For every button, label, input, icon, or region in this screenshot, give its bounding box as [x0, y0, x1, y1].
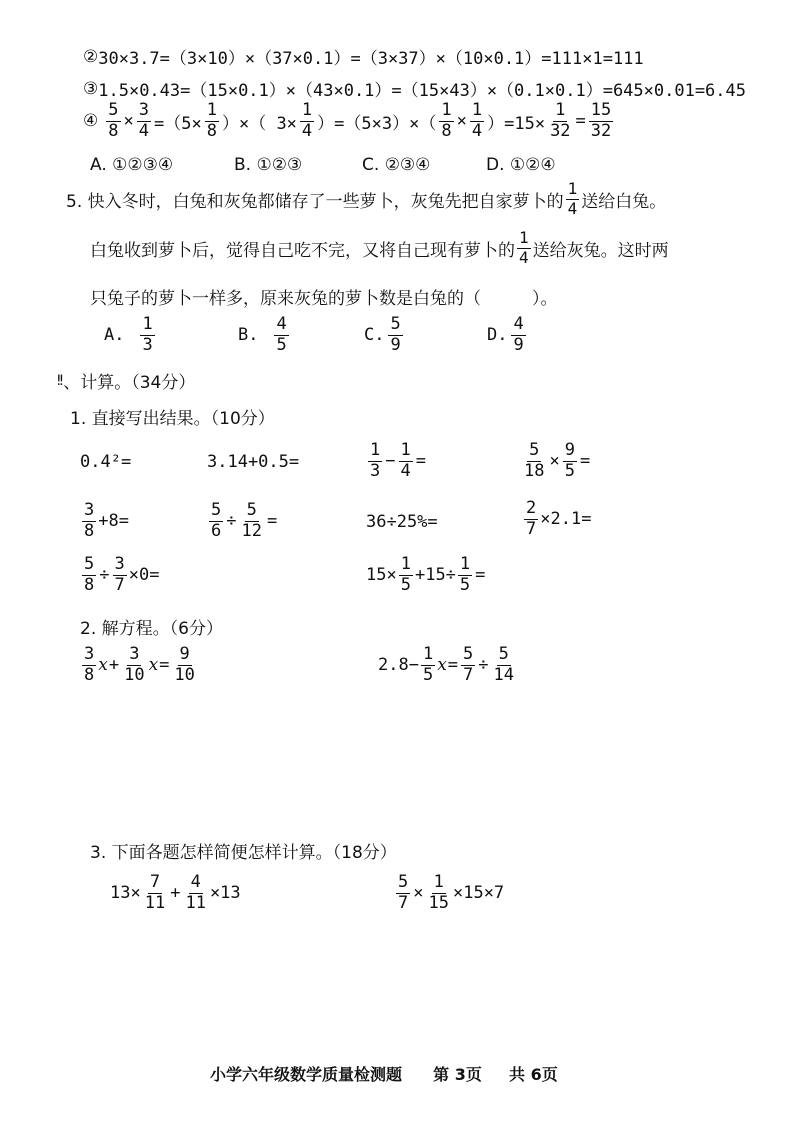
q4-option-4: ④ $\frac{5}{8}$ × $\frac{3}{4}$ =（5× $\frac{1}{8}$ ）×（ 3× $\frac{1}{4}$ ）=（5×3）×（ $\frac{1}{8}$ × $\frac{1}{4}$ ）=15× $\frac{1}{32}$ = $\frac{15}{32}$ [83, 100, 612, 141]
part3-title: 3. 下面各题怎样简便怎样计算。（18分） [90, 843, 397, 863]
fraction: $\frac{1}{4}$ [471, 100, 483, 141]
fraction: $\frac{15}{32}$ [590, 100, 612, 141]
fraction: $\frac{4}{11}$ [185, 872, 206, 913]
fraction: $\frac{9}{10}$ [174, 644, 195, 685]
calc-item-i: $\frac{5}{8}$ ÷ $\frac{3}{7}$ ×0= [84, 554, 160, 595]
q5-line-1: 5. 快入冬时，白兔和灰兔都储存了一些萝卜，灰兔先把自家萝卜的 $\frac{1}{4}$ 送给白兔。 [66, 179, 667, 218]
part2-title: 2. 解方程。（6分） [80, 619, 223, 639]
option-expression: 30×3.7=（3×10）×（37×0.1）=（3×37）×（10×0.1）=111×1=111 [98, 49, 644, 69]
fraction: $\frac{5}{12}$ [241, 500, 262, 541]
q4-option-3 [83, 76, 746, 101]
fraction: $\frac{1}{3}$ [370, 440, 381, 481]
q5-line-3: 只兔子的萝卜一样多，原来灰兔的萝卜数是白兔的（ ）。 [90, 289, 558, 309]
fraction: $\frac{5}{7}$ [463, 644, 474, 685]
fraction: $\frac{1}{4}$ [400, 440, 411, 481]
part1-title: 1. 直接写出结果。（10分） [70, 409, 275, 429]
fraction: $\frac{2}{7}$ [526, 498, 537, 539]
fraction: $\frac{3}{10}$ [124, 644, 145, 685]
equation-2: 2.8− $\frac{1}{5}$ x = $\frac{5}{7}$ ÷ $\frac{5}{14}$ [378, 644, 515, 685]
fraction: $\frac{1}{4}$ [519, 228, 529, 267]
fraction: $\frac{3}{7}$ [114, 554, 125, 595]
equation-1: $\frac{3}{8}$ x + $\frac{3}{10}$ x = $\frac{9}{10}$ [84, 644, 195, 685]
calc-item-g: 36÷25%= [366, 512, 438, 532]
q5-line-2: 白兔收到萝卜后，觉得自己吃不完，又将自己现有萝卜的 $\frac{1}{4}$ 送给灰兔。这时两 [90, 228, 669, 267]
fraction: $\frac{9}{5}$ [564, 440, 575, 481]
option-mark: ③ [83, 78, 99, 99]
fraction: $\frac{3}{4}$ [138, 100, 149, 141]
calc-item-a: 0.4²= [80, 452, 132, 472]
fraction: $\frac{1}{4}$ [567, 179, 578, 218]
calc-item-j: 15× $\frac{1}{5}$ +15÷ $\frac{1}{5}$ = [366, 554, 486, 595]
fraction: $\frac{7}{11}$ [144, 872, 166, 913]
calc-item-f: $\frac{5}{6}$ ÷ $\frac{5}{12}$ = [211, 500, 278, 541]
fraction: $\frac{5}{18}$ [524, 440, 545, 481]
fraction: $\frac{1}{15}$ [428, 872, 449, 913]
fraction: $\frac{5}{7}$ [398, 872, 409, 913]
fraction: $\frac{1}{8}$ [441, 100, 452, 141]
calc-item-d: $\frac{5}{18}$ × $\frac{9}{5}$ = [524, 440, 591, 481]
fraction: $\frac{1}{3}$ [142, 314, 153, 355]
option-expression: 1.5×0.43=（15×0.1）×（43×0.1）=（15×43）×（0.1×0.1）=645×0.01=6.45 [98, 81, 746, 101]
fraction: $\frac{3}{8}$ [84, 500, 95, 541]
section-heading: !! 、计算。（34分） [56, 372, 196, 393]
fraction: $\frac{1}{8}$ [206, 100, 217, 141]
q4-choice-d: D. ①②④ [486, 155, 556, 175]
footer-title: 小学六年级数学质量检测题 [210, 1065, 403, 1084]
q5-choice-a: A. $\frac{1}{3}$ [104, 314, 153, 355]
footer-total: 共 6页 [509, 1065, 558, 1084]
q4-choice-c: C. ②③④ [362, 155, 431, 175]
fraction: $\frac{1}{5}$ [459, 554, 471, 595]
footer-page: 第 3页 [433, 1065, 482, 1084]
fraction: $\frac{5}{8}$ [108, 100, 119, 141]
fraction: $\frac{1}{5}$ [422, 644, 434, 685]
q4-option-2 [83, 44, 644, 69]
q4-choice-b: B. ①②③ [234, 155, 303, 175]
page-footer [210, 1062, 558, 1085]
q5-choice-b: B. $\frac{4}{5}$ [238, 314, 287, 355]
fraction: $\frac{5}{14}$ [493, 644, 515, 685]
fraction: $\frac{4}{9}$ [513, 314, 524, 355]
fraction: $\frac{1}{5}$ [400, 554, 411, 595]
fraction: $\frac{5}{6}$ [211, 500, 222, 541]
fraction: $\frac{1}{4}$ [301, 100, 313, 141]
q5-choice-d: D. $\frac{4}{9}$ [487, 314, 524, 355]
fraction: $\frac{1}{32}$ [550, 100, 571, 141]
fraction: $\frac{3}{8}$ [84, 644, 95, 685]
calc-item-h: $\frac{2}{7}$ ×2.1= [526, 498, 592, 539]
simplify-expression-2: $\frac{5}{7}$ × $\frac{1}{15}$ ×15×7 [398, 872, 505, 913]
q5-choice-c: C. $\frac{5}{9}$ [364, 314, 401, 355]
option-mark: ④ [83, 111, 99, 132]
fraction: $\frac{4}{5}$ [276, 314, 287, 355]
simplify-expression-1: 13× $\frac{7}{11}$ + $\frac{4}{11}$ ×13 [110, 872, 241, 913]
calc-item-b: 3.14+0.5= [207, 452, 300, 472]
fraction: $\frac{5}{8}$ [84, 554, 95, 595]
calc-item-e: $\frac{3}{8}$ +8= [84, 500, 129, 541]
q4-choice-a: A. ①②③④ [90, 155, 174, 175]
calc-item-c: $\frac{1}{3}$ − $\frac{1}{4}$ = [370, 440, 426, 481]
fraction: $\frac{5}{9}$ [390, 314, 401, 355]
option-mark: ② [83, 46, 99, 67]
